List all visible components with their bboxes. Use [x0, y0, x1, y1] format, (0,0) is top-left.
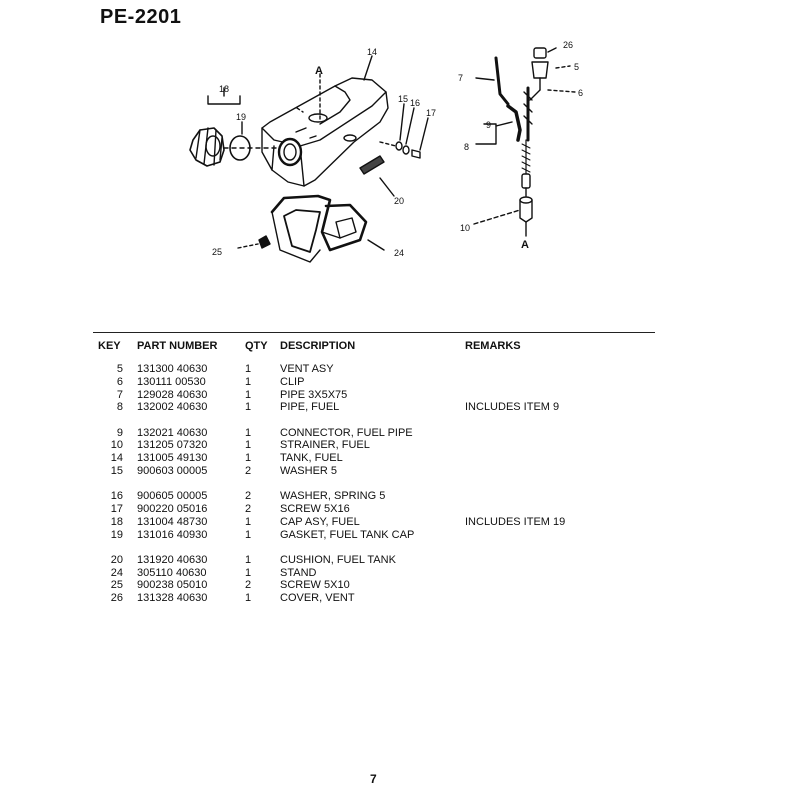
- cell-qty: 1: [245, 528, 252, 541]
- table-row: [98, 389, 565, 402]
- cell-key: 20: [110, 553, 123, 566]
- cell-description: TANK, FUEL: [280, 452, 343, 465]
- table-header-row: [98, 339, 565, 363]
- header-qty: QTY: [245, 340, 268, 352]
- cell-part-number: 131016 40930: [137, 528, 208, 541]
- callout-26: 26: [563, 40, 574, 50]
- cell-description: CUSHION, FUEL TANK: [280, 553, 396, 566]
- cell-description: WASHER 5: [280, 464, 338, 477]
- cell-part-number: 132002 40630: [137, 401, 208, 414]
- screw-25-drawing: [238, 236, 270, 248]
- cell-description: GASKET, FUEL TANK CAP: [280, 528, 415, 541]
- cell-part-number: 131205 07320: [137, 439, 208, 452]
- fuel-cap-drawing: [190, 128, 224, 166]
- table-row: [98, 452, 565, 465]
- cell-part-number: 131300 40630: [137, 363, 208, 375]
- cell-part-number: 900220 05016: [137, 502, 208, 515]
- cell-qty: 2: [245, 464, 252, 477]
- exploded-parts-diagram: [0, 0, 800, 330]
- cell-part-number: 900605 00005: [137, 490, 208, 503]
- cell-key: 24: [110, 566, 123, 579]
- cell-qty: 1: [245, 515, 252, 528]
- cell-key: 10: [110, 439, 123, 452]
- callout-9: 9: [486, 120, 492, 130]
- cell-description: VENT ASY: [280, 363, 334, 375]
- spacer-cell: [98, 414, 565, 426]
- callout-10: 10: [460, 223, 471, 233]
- table-row: [98, 439, 565, 452]
- cell-description: SCREW 5X16: [280, 502, 350, 515]
- header-part-number: PART NUMBER: [137, 340, 218, 352]
- callout-7: 7: [458, 73, 464, 83]
- cell-remarks: [465, 427, 565, 440]
- cell-qty: 2: [245, 490, 252, 503]
- callout-17: 17: [426, 108, 437, 118]
- cell-key: 14: [110, 452, 123, 465]
- cell-remarks: [465, 452, 565, 465]
- cell-part-number: 305110 40630: [137, 566, 207, 579]
- cell-key: 17: [110, 502, 123, 515]
- cell-key: 19: [110, 528, 123, 541]
- vent-assembly-drawing: [530, 48, 575, 100]
- table-row: [98, 567, 565, 580]
- cell-part-number: 131005 49130: [137, 452, 208, 465]
- header-key: KEY: [98, 340, 121, 352]
- cell-qty: 1: [245, 452, 252, 465]
- callout-5: 5: [574, 62, 580, 72]
- cell-remarks: [465, 579, 565, 592]
- cell-key: 9: [116, 426, 123, 439]
- cell-remarks: [465, 490, 565, 503]
- callout-15: 15: [398, 94, 409, 104]
- cell-qty: 1: [245, 553, 252, 566]
- table-row: [98, 503, 565, 516]
- cell-description: PIPE 3X5X75: [280, 388, 348, 401]
- cell-part-number: 132021 40630: [137, 426, 208, 439]
- cell-qty: 2: [245, 579, 252, 592]
- callout-14: 14: [367, 47, 378, 57]
- stand-drawing: [272, 196, 366, 262]
- cell-qty: 1: [245, 375, 252, 388]
- cell-remarks: [465, 592, 565, 605]
- parts-table: [98, 339, 565, 605]
- cell-key: 26: [110, 592, 123, 605]
- parts-table-body: [98, 363, 565, 605]
- cell-remarks: [465, 554, 565, 567]
- group-spacer-row: [98, 414, 565, 426]
- cell-qty: 2: [245, 502, 252, 515]
- callout-25: 25: [212, 247, 223, 257]
- cell-key: 8: [116, 401, 123, 414]
- table-row: [98, 376, 565, 389]
- table-row: [98, 363, 565, 376]
- fuel-pipe-drawing: [496, 58, 532, 188]
- callout-8: 8: [464, 142, 470, 152]
- fuel-strainer-drawing: [520, 188, 532, 236]
- cell-key: 7: [116, 388, 123, 401]
- cell-part-number: 131920 40630: [137, 553, 208, 566]
- cushion-drawing: [360, 156, 384, 174]
- cell-qty: 1: [245, 566, 252, 579]
- cell-key: 18: [110, 515, 123, 528]
- cell-remarks: [465, 389, 565, 402]
- cell-part-number: 900238 05010: [137, 579, 208, 592]
- page-title: PE-2201: [100, 6, 182, 28]
- callout-a-tank: A: [315, 65, 323, 77]
- cell-description: WASHER, SPRING 5: [280, 490, 386, 503]
- cell-description: STRAINER, FUEL: [280, 439, 370, 452]
- spacer-cell: [98, 541, 565, 553]
- cell-part-number: 129028 40630: [137, 388, 208, 401]
- callout-18: 18: [219, 84, 230, 94]
- group-spacer-row: [98, 541, 565, 553]
- table-row: [98, 579, 565, 592]
- cell-remarks: [465, 439, 565, 452]
- cell-remarks: [465, 363, 565, 376]
- table-row: [98, 554, 565, 567]
- page-number: 7: [370, 772, 377, 786]
- header-remarks: REMARKS: [465, 340, 521, 352]
- header-description: DESCRIPTION: [280, 340, 356, 352]
- table-row: [98, 516, 565, 529]
- cell-description: SCREW 5X10: [280, 579, 350, 592]
- cell-description: PIPE, FUEL: [280, 401, 340, 414]
- cell-qty: 1: [245, 426, 252, 439]
- cell-key: 6: [116, 375, 123, 388]
- cell-description: STAND: [280, 566, 317, 579]
- cell-part-number: 900603 00005: [137, 464, 208, 477]
- cell-remarks: [465, 567, 565, 580]
- callout-6: 6: [578, 88, 584, 98]
- cell-description: CAP ASY, FUEL: [280, 515, 360, 528]
- callout-19: 19: [236, 112, 247, 122]
- cell-key: 5: [116, 363, 123, 375]
- cell-remarks: [465, 465, 565, 478]
- group-spacer-row: [98, 478, 565, 490]
- cell-part-number: 131004 48730: [137, 515, 208, 528]
- cell-qty: 1: [245, 388, 252, 401]
- cell-description: CLIP: [280, 375, 305, 388]
- table-row: [98, 427, 565, 440]
- cell-qty: 1: [245, 363, 252, 375]
- cell-remarks: [465, 503, 565, 516]
- cell-description: COVER, VENT: [280, 592, 355, 605]
- table-top-rule: [93, 332, 655, 333]
- cell-qty: 1: [245, 439, 252, 452]
- table-row: [98, 529, 565, 542]
- spacer-cell: [98, 478, 565, 490]
- cell-remarks: INCLUDES ITEM 19: [465, 515, 566, 528]
- cell-key: 15: [110, 464, 123, 477]
- callout-24: 24: [394, 248, 405, 258]
- cell-key: 25: [110, 579, 123, 592]
- callout-16: 16: [410, 98, 421, 108]
- table-row: [98, 465, 565, 478]
- callout-a-strainer: A: [521, 239, 529, 251]
- cell-part-number: 131328 40630: [137, 592, 208, 605]
- cell-qty: 1: [245, 401, 252, 414]
- cell-remarks: [465, 376, 565, 389]
- cell-key: 16: [110, 490, 123, 503]
- cell-part-number: 130111 00530: [137, 375, 206, 388]
- table-row: [98, 490, 565, 503]
- table-row: [98, 592, 565, 605]
- table-row: [98, 401, 565, 414]
- cell-description: CONNECTOR, FUEL PIPE: [280, 426, 413, 439]
- callout-20: 20: [394, 196, 405, 206]
- cell-remarks: [465, 529, 565, 542]
- cell-qty: 1: [245, 592, 252, 605]
- cell-remarks: INCLUDES ITEM 9: [465, 401, 560, 414]
